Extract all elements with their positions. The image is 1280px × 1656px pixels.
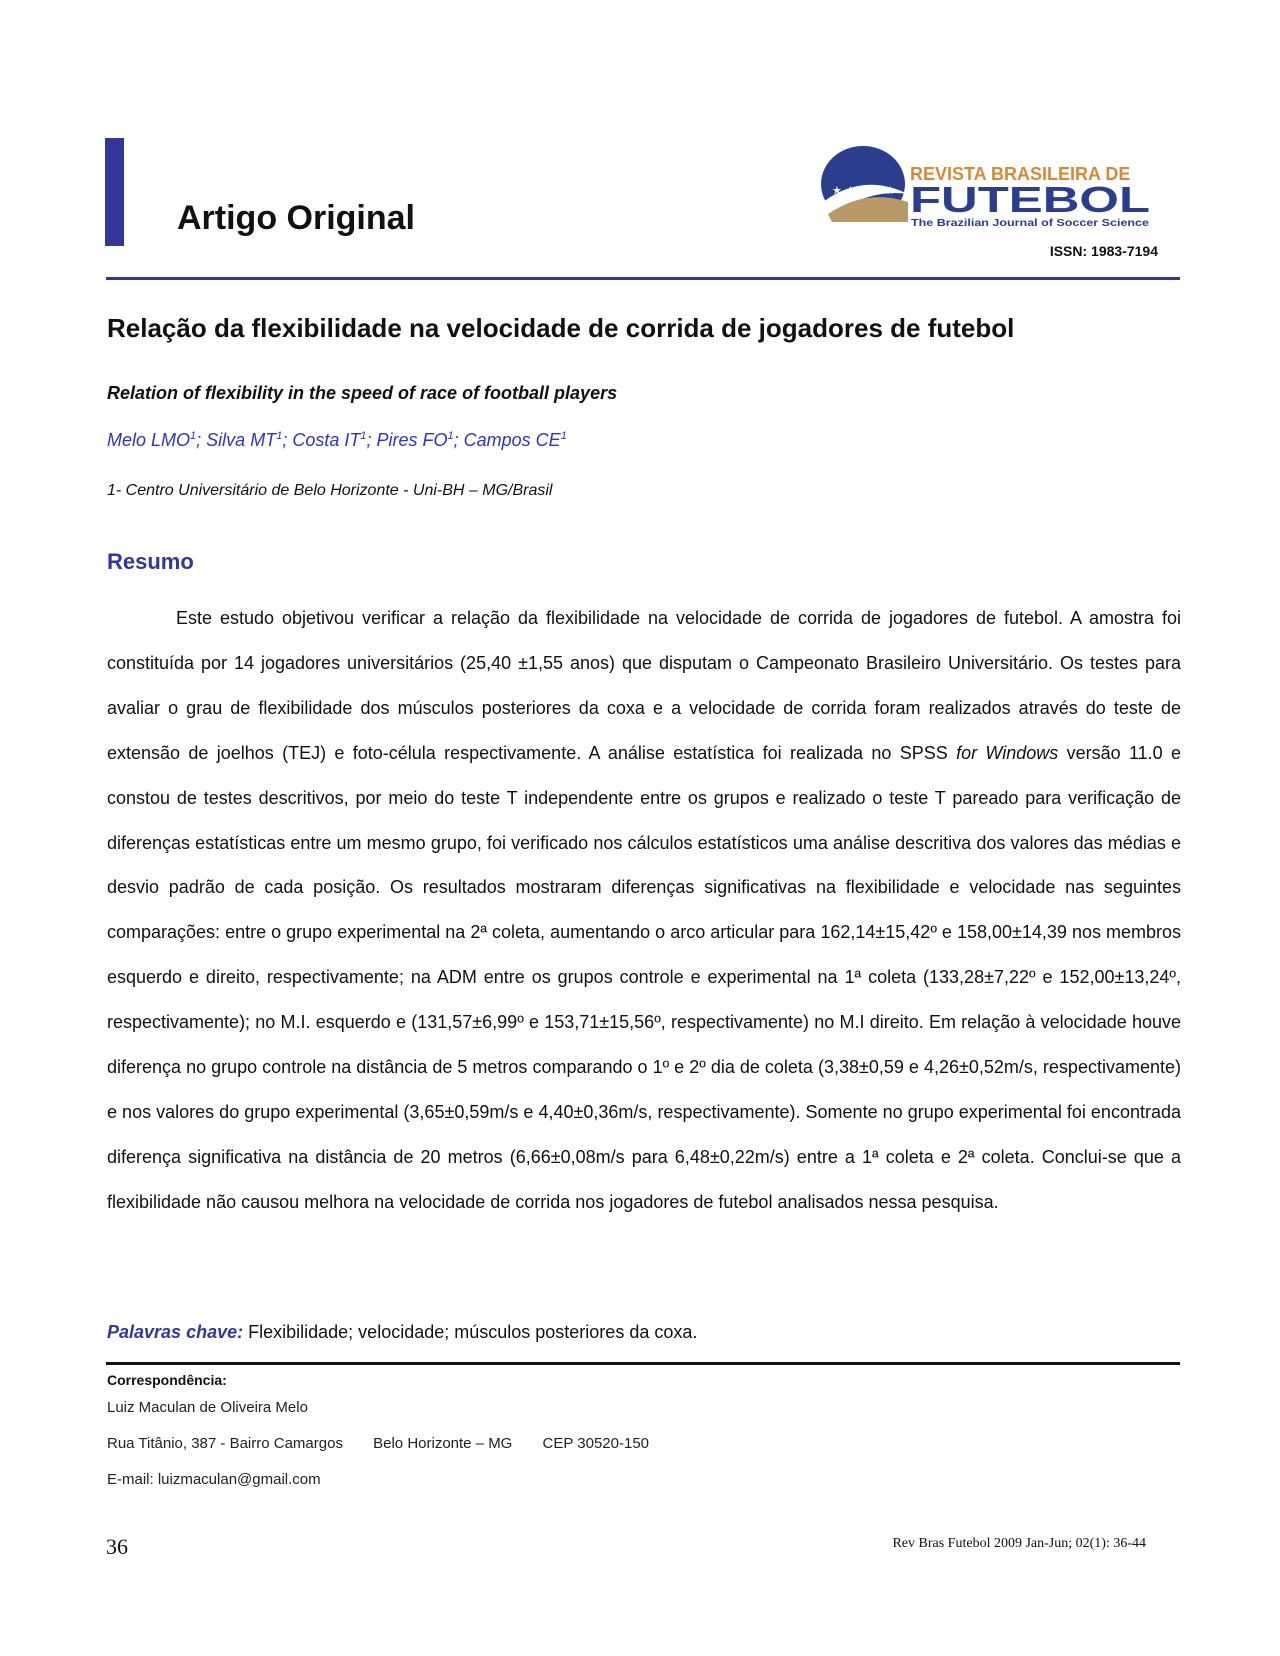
journal-tagline: The Brazilian Journal of Soccer Science [911, 218, 1150, 229]
author-affil: 1 [190, 430, 197, 442]
article-title: Relação da flexibilidade na velocidade de corrida de jogadores de futebol [107, 313, 1015, 343]
author-affil: 1 [560, 430, 567, 442]
author-affil: 1 [360, 430, 367, 442]
abstract-text-part1: Este estudo objetivou verificar a relação da flexibilidade na velocidade de corrida de jogadores de futebol. A amostra foi constituída por 14 jogadores universitários (25,40 ±1,55 anos) que disputam o Campeonato Brasileiro Universitário. Os testes para avaliar o grau de flexibilidade dos músculos posteriores da coxa e a velocidade de corrida foram realizados através do teste de extensão de joelhos (TEJ) e foto-célula respectivamente. A análise estatística foi realizada no SPSS [107, 608, 1181, 763]
journal-name-line2: FUTEBOL [910, 179, 1150, 220]
author-name: Silva MT [206, 430, 277, 450]
issn: ISSN: 1983-7194 [1049, 243, 1158, 259]
svg-text:★ ★ ★ ★ ★: ★ ★ ★ ★ ★ [832, 184, 896, 197]
keywords [107, 1322, 697, 1343]
correspondence-email[interactable]: E-mail: luizmaculan@gmail.com [107, 1471, 321, 1488]
abstract-italic-text: for Windows [956, 742, 1059, 763]
abstract-heading: Resumo [107, 549, 194, 574]
correspondence-address [107, 1435, 675, 1452]
correspondence-city: Belo Horizonte – MG [373, 1435, 513, 1452]
correspondence-name: Luiz Maculan de Oliveira Melo [107, 1399, 308, 1416]
abstract-body [107, 596, 1181, 1225]
author-affil: 1 [276, 430, 283, 442]
correspondence-street: Rua Titânio, 387 - Bairro Camargos [107, 1435, 343, 1452]
author-name: Campos CE [463, 430, 561, 450]
header-divider [106, 277, 1180, 280]
journal-logo-graphic [818, 142, 1158, 232]
author-list: Melo LMO$^1$; Silva $MT^1$; Costa $IT^1$; Pires $FO^1$; Campos $CE^1$ [107, 430, 567, 450]
section-label: Artigo Original [177, 199, 415, 237]
correspondence-divider [106, 1362, 1180, 1365]
author-name: Costa IT [292, 430, 361, 450]
section-accent-bar [105, 138, 124, 246]
author-name: Melo LMO [107, 430, 191, 450]
correspondence-cep: CEP 30520-150 [542, 1435, 650, 1452]
author-name: Pires FO [376, 430, 448, 450]
journal-logo [818, 142, 1158, 232]
correspondence-label: Correspondência: [107, 1372, 227, 1388]
citation: Rev Bras Futebol 2009 Jan-Jun; 02(1): 36-44 [892, 1536, 1146, 1551]
abstract-text-part2: versão 11.0 e constou de testes descritivos, por meio do teste T independente entre os grupos e realizado o teste T pareado para verificação de diferenças estatísticas entre um mesmo grupo, foi verificado nos cálculos estatísticos uma análise descritiva dos valores das médias e desvio padrão de cada posição. Os resultados mostraram diferenças significativas na flexibilidade e velocidade nas seguintes comparações: entre o grupo experimental na 2ª coleta, aumentando o arco articular para 162,14±15,42º e 158,00±14,39 nos membros esquerdo e direito, respectivamente; na ADM entre os grupos controle e experimental na 1ª coleta (133,28±7,22º e 152,00±13,24º, respectivamente); no M.I. esquerdo e (131,57±6,99º e 153,71±15,56º, respectivamente) no M.I direito. Em relação à velocidade houve diferença no grupo controle na distância de 5 metros comparando o 1º e 2º dia de coleta (3,38±0,59 e 4,26±0,52m/s, respectivamente) e nos valores do grupo experimental (3,65±0,59m/s e 4,40±0,36m/s, respectivamente). Somente no grupo experimental foi encontrada diferença significativa na distância de 20 metros (6,66±0,08m/s para 6,48±0,22m/s) entre a 1ª coleta e 2ª coleta. Conclui-se que a flexibilidade não causou melhora na velocidade de corrida nos jogadores de futebol analisados nessa pesquisa. [107, 742, 1181, 1212]
affiliation: 1- Centro Universitário de Belo Horizonte - Uni-BH – MG/Brasil [107, 482, 553, 499]
keywords-list: Flexibilidade; velocidade; músculos posteriores da coxa. [248, 1322, 698, 1342]
article-subtitle: Relation of flexibility in the speed of race of football players [107, 383, 618, 403]
page-number: 36 [106, 1534, 128, 1559]
keywords-label: Palavras chave: [107, 1322, 244, 1342]
journal-name-line1: REVISTA BRASILEIRA DE [910, 164, 1131, 184]
author-affil: 1 [447, 430, 454, 442]
